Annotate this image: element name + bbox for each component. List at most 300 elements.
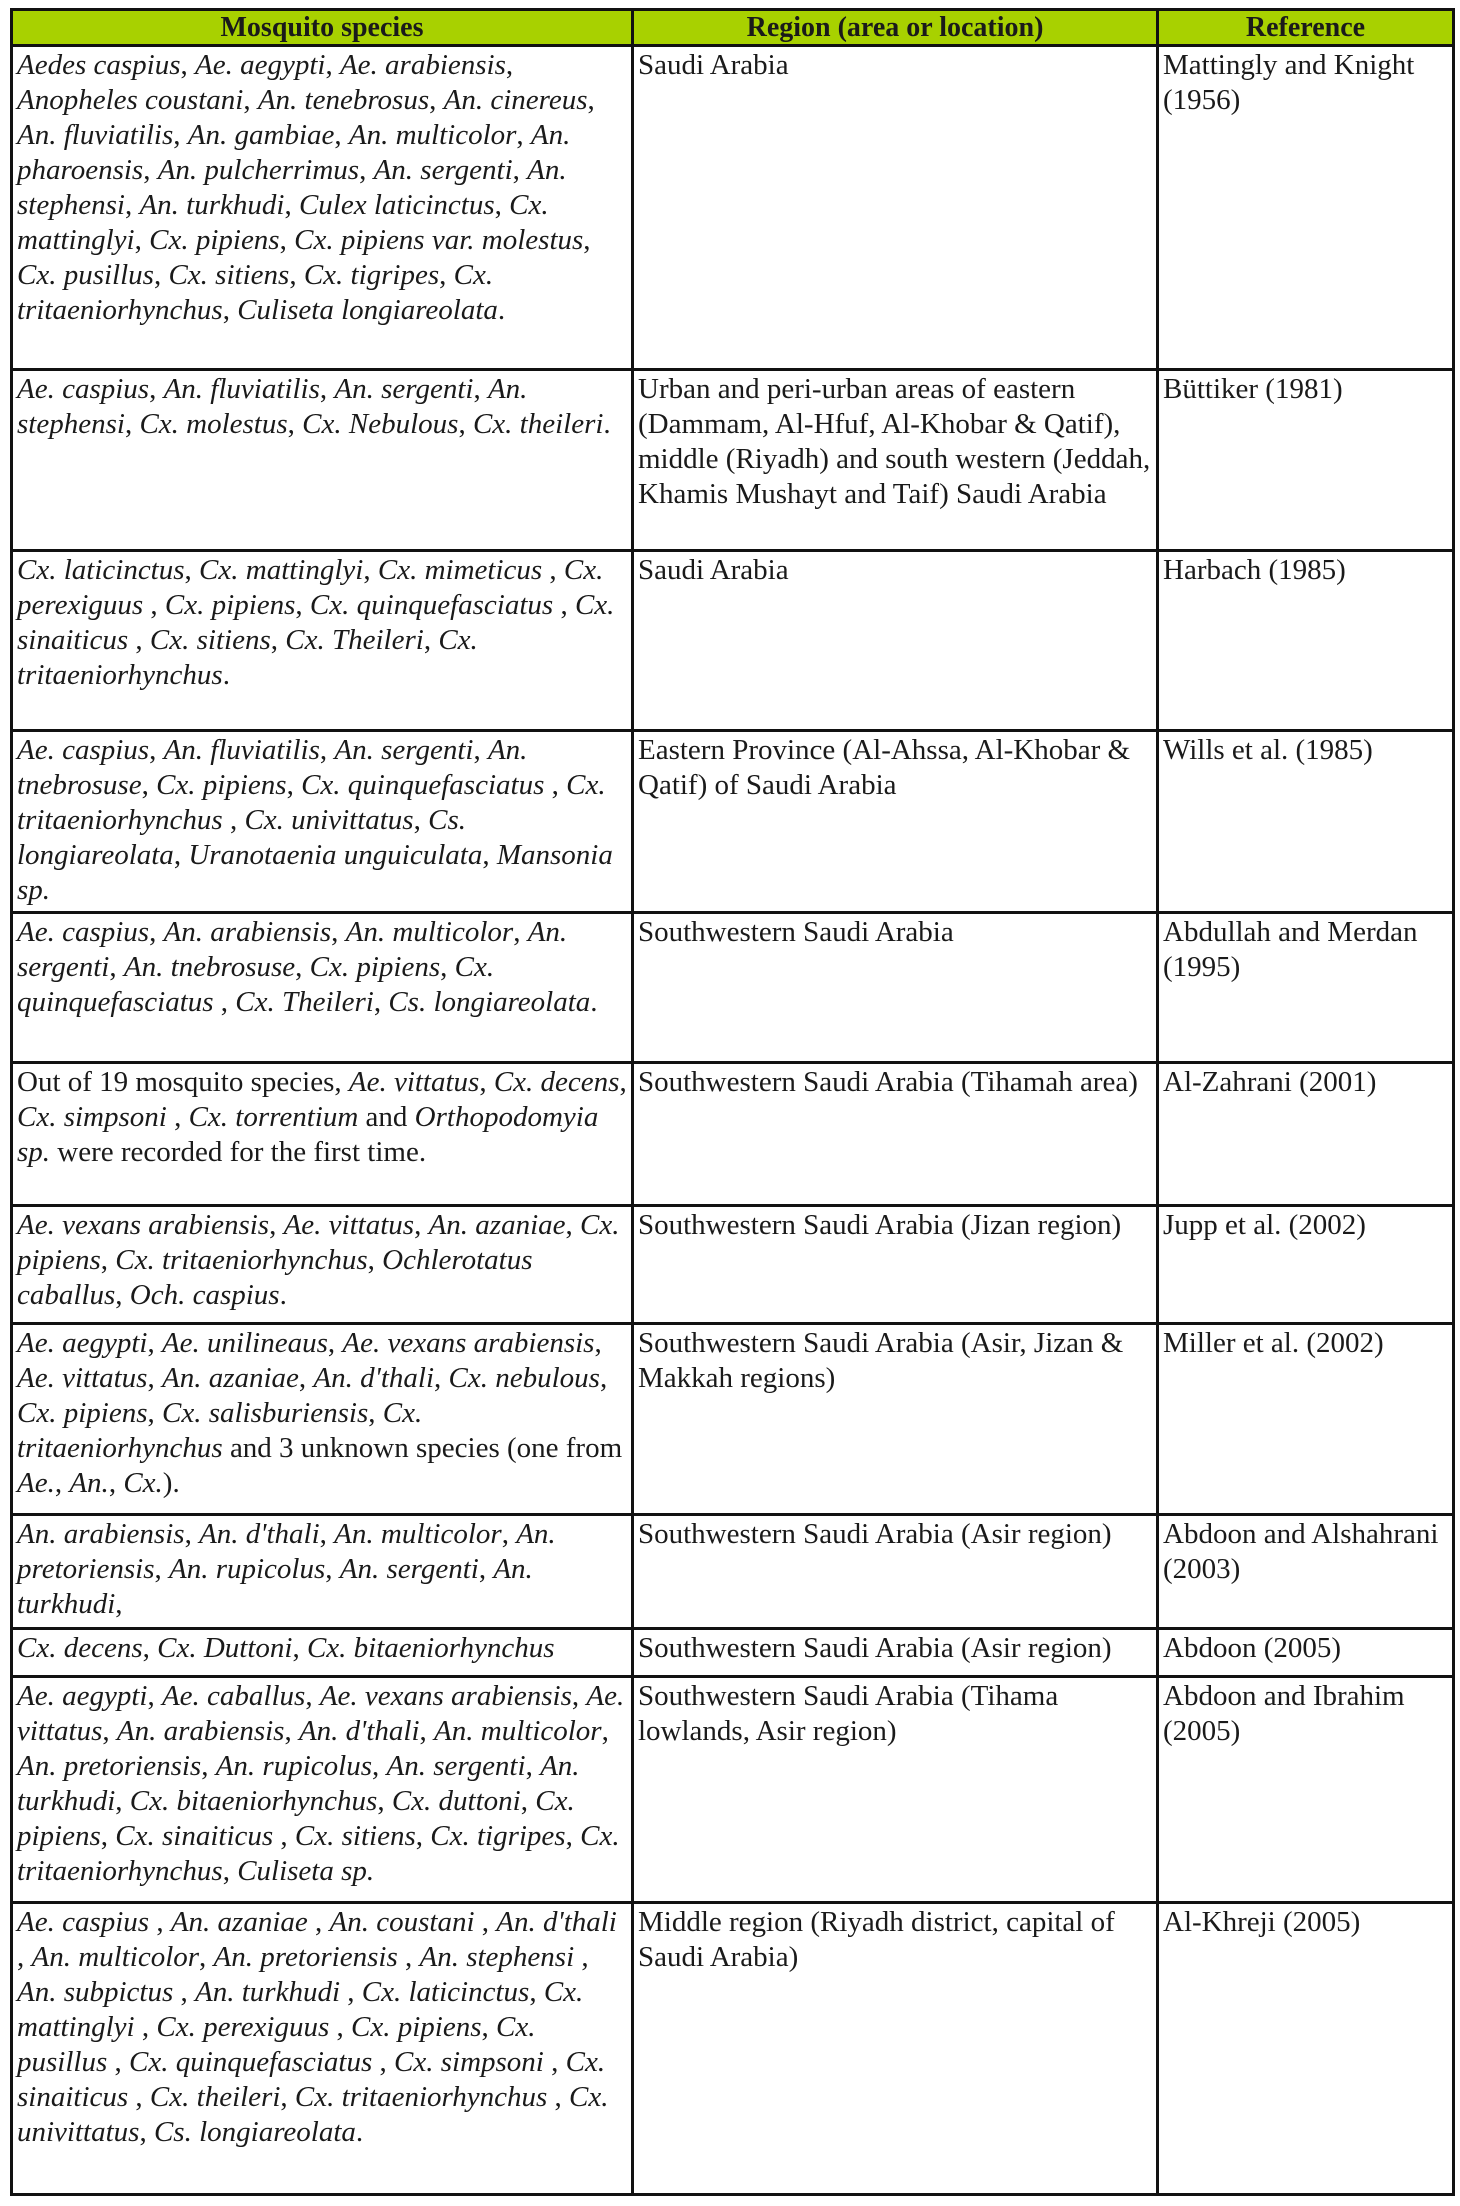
species-text: , xyxy=(413,804,429,837)
species-name: Orthopodomyia sp. xyxy=(17,1101,599,1169)
species-text: , xyxy=(100,1243,116,1276)
species-text: , xyxy=(201,1749,216,1782)
species-text: , xyxy=(17,1941,32,1974)
species-name: Ochlerotatus caballus xyxy=(17,1243,533,1311)
species-text: . xyxy=(279,1278,287,1311)
species-text: were recorded for the first time. xyxy=(50,1136,427,1169)
species-text: , xyxy=(594,1326,602,1359)
species-cell xyxy=(12,731,633,913)
species-name: Ae. xyxy=(17,1466,55,1499)
species-name: Cx. duttoni xyxy=(391,1784,521,1817)
species-text: , xyxy=(243,84,258,116)
species-text: , xyxy=(543,2046,566,2079)
table-row xyxy=(12,1063,1454,1206)
species-text: , xyxy=(149,734,164,767)
species-name: Cx. theileri xyxy=(149,2081,281,2114)
species-text: , xyxy=(307,1906,330,1939)
species-name: An. d'thali xyxy=(313,1361,435,1394)
species-text: , xyxy=(284,189,299,221)
table-header xyxy=(12,10,1454,46)
species-name: Cx. perexiguus xyxy=(17,554,604,622)
species-name: Cx. pipiens xyxy=(164,589,296,622)
species-name: Cx. quinquefasciatus xyxy=(17,951,495,1019)
species-name: Cx. xyxy=(123,1466,163,1499)
region-cell: Southwestern Saudi Arabia (Asir region) xyxy=(633,1514,1158,1628)
reference-cell: Al-Zahrani (2001) xyxy=(1158,1063,1454,1206)
species-text: , xyxy=(478,1552,494,1585)
species-name: An. multicolor xyxy=(345,916,514,949)
species-name: Cx. sinaiticus xyxy=(115,1819,274,1852)
species-text: , xyxy=(173,839,189,872)
species-text: , xyxy=(599,1361,608,1394)
species-text: , xyxy=(415,1819,431,1852)
species-text: , xyxy=(295,951,310,984)
species-name: An. pharoensis xyxy=(17,119,571,186)
reference-cell: Büttiker (1981) xyxy=(1158,369,1454,550)
region-cell: Saudi Arabia xyxy=(633,46,1158,370)
species-name: An. stephensi xyxy=(17,372,528,440)
region-cell: Southwestern Saudi Arabia (Tihama lowlands, Asir region) xyxy=(633,1676,1158,1902)
species-name: An. d'thali xyxy=(298,1714,420,1747)
species-name: Cx. pipiens xyxy=(309,951,441,984)
species-text: , xyxy=(149,916,164,949)
species-text: , xyxy=(481,2011,496,2044)
species-text: , xyxy=(516,119,531,151)
table-row xyxy=(12,1676,1454,1902)
species-name: An. pretoriensis xyxy=(213,1941,398,1974)
reference-cell: Abdullah and Merdan (1995) xyxy=(1158,913,1454,1063)
species-text: , xyxy=(501,1517,517,1550)
species-name: Mansonia sp. xyxy=(17,839,613,907)
species-text: , xyxy=(377,1784,392,1817)
reference-cell: Abdoon and Ibrahim (2005) xyxy=(1158,1676,1454,1902)
species-name: Cx. decens xyxy=(17,1631,143,1664)
region-cell: Southwestern Saudi Arabia (Asir region) xyxy=(633,1628,1158,1676)
species-text: , xyxy=(574,1941,589,1974)
species-name: Cx. tritaeniorhynchus xyxy=(17,624,478,692)
species-cell xyxy=(12,369,633,550)
species-name: Ae. arabiensis xyxy=(339,49,506,81)
species-name: An. arabiensis xyxy=(116,1714,285,1747)
species-name: Culiseta sp. xyxy=(237,1854,375,1887)
species-name: Ae. vittatus xyxy=(348,1066,480,1099)
species-name: Ae. vittatus xyxy=(17,1361,148,1394)
species-text: , xyxy=(423,624,439,657)
species-name: An. pretoriensis xyxy=(17,1517,556,1585)
species-name: Culiseta longiareolata xyxy=(237,294,498,326)
species-name: An. tnebrosuse xyxy=(123,951,296,984)
species-name: An. multicolor xyxy=(31,1941,200,1974)
species-text: , xyxy=(134,224,150,256)
species-name: Ae. aegypti xyxy=(17,1326,148,1359)
reference-cell: Abdoon (2005) xyxy=(1158,1628,1454,1676)
species-name: Cx. quinquefasciatus xyxy=(301,769,545,802)
species-name: Cx. univittatus xyxy=(244,804,414,837)
species-name: Cx. molestus xyxy=(139,407,288,440)
species-name: An. sergenti xyxy=(334,734,474,767)
species-text: , xyxy=(319,372,335,405)
species-name: An. d'thali xyxy=(199,1517,320,1550)
species-name: An. sergenti xyxy=(373,154,513,186)
species-name: An. stephensi xyxy=(17,154,567,221)
species-name: Cx. tritaeniorhynchus xyxy=(17,1396,423,1464)
species-table xyxy=(10,8,1455,2196)
species-name: Ae. caspius xyxy=(17,916,150,949)
species-text: , xyxy=(184,1517,200,1550)
species-name: Cx. sitiens xyxy=(149,624,271,657)
species-name: Cx. perexiguus xyxy=(156,2011,330,2044)
species-text: , xyxy=(367,1243,383,1276)
species-text: , xyxy=(619,1066,627,1099)
species-text: , xyxy=(124,407,140,440)
species-name: Cs. longiareolata xyxy=(17,804,466,872)
species-cell xyxy=(12,1903,633,2195)
table-body xyxy=(12,46,1454,2195)
species-text: , xyxy=(222,804,245,837)
species-name: Cx. pusillus xyxy=(17,2011,536,2079)
species-text: , xyxy=(149,1906,171,1939)
species-text: , xyxy=(473,734,488,767)
species-name: An. multicolor xyxy=(434,1714,602,1747)
species-name: Cx. pipiens xyxy=(351,2011,482,2044)
species-name: Cx. mattinglyi xyxy=(199,554,364,587)
species-cell xyxy=(12,1323,633,1514)
species-name: Cx. sinaiticus xyxy=(17,589,615,657)
reference-cell: Miller et al. (2002) xyxy=(1158,1323,1454,1514)
species-text: . xyxy=(497,294,506,326)
species-name: An. azaniae xyxy=(161,1361,299,1394)
species-name: An. arabiensis xyxy=(17,1517,185,1550)
species-cell xyxy=(12,1063,633,1206)
species-name: Culex laticinctus xyxy=(298,189,495,221)
species-name: Cx. laticinctus xyxy=(361,1976,530,2009)
species-text: , xyxy=(414,1208,429,1241)
species-name: Cs. longiareolata xyxy=(153,2116,356,2149)
species-name: Cx. pipiens xyxy=(17,1784,575,1852)
species-name: Cx. sinaiticus xyxy=(17,2046,606,2114)
species-text: , xyxy=(128,624,150,657)
table-row xyxy=(12,1323,1454,1514)
species-name: Ae. aegypti xyxy=(195,49,326,81)
species-name: An. stephensi xyxy=(419,1941,575,1974)
species-text: , xyxy=(289,259,304,291)
species-text: , xyxy=(397,1941,420,1974)
species-name: An. cinereus xyxy=(443,84,588,116)
species-text: , xyxy=(368,1396,383,1429)
species-text: , xyxy=(331,916,346,949)
species-name: An. coustani xyxy=(329,1906,475,1939)
species-name: Cx. Duttoni xyxy=(157,1631,293,1664)
species-name: An. d'thali xyxy=(496,1906,617,1939)
species-name: An. turkhudi xyxy=(17,1749,580,1817)
species-text: , xyxy=(325,49,340,81)
species-name: An. pretoriensis xyxy=(17,1749,202,1782)
table-row xyxy=(12,1205,1454,1323)
species-text: , xyxy=(180,49,195,81)
species-name: Cx. pipiens xyxy=(17,1396,148,1429)
species-text: , xyxy=(525,1749,541,1782)
species-text: , xyxy=(286,769,302,802)
species-text: , xyxy=(429,84,444,116)
species-text: . xyxy=(355,2116,364,2149)
table-row xyxy=(12,1903,1454,2195)
species-text: , xyxy=(319,734,335,767)
species-text: , xyxy=(287,407,303,440)
species-name: An. azaniae xyxy=(170,1906,308,1939)
species-cell xyxy=(12,1628,633,1676)
reference-cell: Abdoon and Alshahrani (2003) xyxy=(1158,1514,1454,1628)
species-name: Ae. caspius xyxy=(17,734,150,767)
species-name: Cx. tigripes xyxy=(303,259,440,291)
species-text: , xyxy=(149,372,164,405)
species-name: Cx. simpsoni xyxy=(17,1101,167,1134)
species-name: An. rupicolus xyxy=(215,1749,372,1782)
species-text: , xyxy=(128,2081,150,2114)
species-name: Ae. aegypti xyxy=(17,1679,148,1712)
species-name: An. turkhudi xyxy=(139,189,285,221)
species-text: , xyxy=(325,1552,340,1585)
species-name: Ae. vexans arabiensis xyxy=(17,1208,270,1241)
species-name: An. tenebrosus xyxy=(257,84,430,116)
species-name: Cx. tritaeniorhynchus xyxy=(17,769,606,837)
species-name: An. multicolor xyxy=(334,1517,502,1550)
species-name: An. fluviatilis xyxy=(163,734,320,767)
species-name: Ae. vexans arabiensis xyxy=(342,1326,595,1359)
species-name: Cx. pipiens var. molestus xyxy=(294,224,584,256)
species-name: Cx. pipiens xyxy=(149,224,280,256)
species-name: Cs. longiareolata xyxy=(388,986,591,1019)
species-name: Ae. vittatus xyxy=(17,1679,625,1747)
species-text: and 3 unknown species (one from xyxy=(222,1431,623,1464)
species-text: , xyxy=(280,2081,295,2114)
species-text: , xyxy=(520,1784,536,1817)
species-name: An. sergenti xyxy=(334,372,474,405)
species-text: Out of 19 mosquito species, xyxy=(17,1066,349,1099)
species-text: , xyxy=(439,259,454,291)
species-text: , xyxy=(139,2116,154,2149)
species-text: , xyxy=(601,1714,609,1747)
reference-cell: Harbach (1985) xyxy=(1158,551,1454,731)
species-text: , xyxy=(173,119,188,151)
species-name: Ae. caspius xyxy=(17,1906,150,1939)
species-text: , xyxy=(147,1326,162,1359)
species-text: , xyxy=(143,154,158,186)
species-name: An. xyxy=(69,1466,109,1499)
species-text: , xyxy=(154,1552,169,1585)
species-name: An. sergenti xyxy=(386,1749,526,1782)
species-text: . xyxy=(603,407,611,440)
species-text: , xyxy=(298,1361,314,1394)
species-name: Ae. unilineaus xyxy=(161,1326,328,1359)
species-name: Cx. simpsoni xyxy=(394,2046,544,2079)
region-cell: Southwestern Saudi Arabia (Asir, Jizan & Makkah regions) xyxy=(633,1323,1158,1514)
species-text: . xyxy=(590,986,598,1019)
reference-cell: Mattingly and Knight (1956) xyxy=(1158,46,1454,370)
species-name: Cx. decens xyxy=(493,1066,620,1099)
species-text: , xyxy=(147,1679,162,1712)
reference-cell: Al-Khreji (2005) xyxy=(1158,1903,1454,2195)
species-name: An. azaniae xyxy=(428,1208,566,1241)
species-text: , xyxy=(565,1819,581,1852)
species-text: , xyxy=(419,1714,435,1747)
table-row xyxy=(12,913,1454,1063)
species-name: An. rupicolus xyxy=(168,1552,326,1585)
species-text: , xyxy=(329,2011,351,2044)
region-cell: Urban and peri-urban areas of eastern (Dammam, Al-Hfuf, Al-Khobar & Qatif), middle (Riyadh) and south western (Jeddah, Khamis Mushayt and Taif) Saudi Arabia xyxy=(633,369,1158,550)
species-text: , xyxy=(334,119,349,151)
species-text: , xyxy=(147,1361,162,1394)
species-text: , xyxy=(107,2046,129,2079)
species-text: , xyxy=(54,1466,70,1499)
species-text: , xyxy=(269,1208,284,1241)
species-text: , xyxy=(479,1066,494,1099)
species-text: , xyxy=(327,1326,343,1359)
species-text: , xyxy=(494,189,510,221)
species-name: Cx. pusillus xyxy=(17,259,154,291)
species-name: Uranotaenia unguiculata xyxy=(188,839,483,872)
species-text: , xyxy=(372,2046,395,2079)
species-text: , xyxy=(109,951,124,984)
species-text: , xyxy=(529,1976,544,2009)
species-text: , xyxy=(222,1854,238,1887)
table-row xyxy=(12,1514,1454,1628)
species-text: , xyxy=(134,2011,157,2044)
species-name: Cx. theileri xyxy=(472,407,604,440)
species-name: An. pulcherrimus xyxy=(157,154,360,186)
reference-cell: Wills et al. (1985) xyxy=(1158,731,1454,913)
species-cell xyxy=(12,551,633,731)
table-row xyxy=(12,731,1454,913)
species-name: Cx. Theileri xyxy=(235,986,374,1019)
species-text: , xyxy=(553,589,575,622)
species-text: , xyxy=(512,154,528,186)
region-cell: Southwestern Saudi Arabia xyxy=(633,913,1158,1063)
species-name: Cx. tritaeniorhynchus xyxy=(17,1819,620,1887)
species-text: , xyxy=(513,916,528,949)
species-text: , xyxy=(565,1208,581,1241)
species-name: Cx. tritaeniorhynchus xyxy=(115,1243,368,1276)
species-text: , xyxy=(141,769,157,802)
species-text: , xyxy=(147,1396,162,1429)
species-cell xyxy=(12,1205,633,1323)
table-row xyxy=(12,551,1454,731)
species-name: Ae. caspius xyxy=(17,372,150,405)
species-name: An. subpictus xyxy=(17,1976,174,2009)
species-name: An. tnebrosuse xyxy=(17,734,528,802)
species-name: An. fluviatilis xyxy=(163,372,320,405)
species-text: , xyxy=(222,294,238,326)
species-text: , xyxy=(270,624,286,657)
species-name: Cx. pipiens xyxy=(156,769,287,802)
species-text: , xyxy=(184,554,200,587)
species-text: , xyxy=(124,189,140,221)
species-name: An. sergenti xyxy=(339,1552,479,1585)
species-name: An. multicolor xyxy=(348,119,517,151)
region-cell: Southwestern Saudi Arabia (Tihamah area) xyxy=(633,1063,1158,1206)
species-name: Cx. mattinglyi xyxy=(17,1976,584,2044)
species-cell xyxy=(12,913,633,1063)
species-text: , xyxy=(544,769,567,802)
region-cell: Middle region (Riyadh district, capital of Saudi Arabia) xyxy=(633,1903,1158,2195)
species-name: Cx. mattinglyi xyxy=(17,189,549,256)
species-text: , xyxy=(587,84,595,116)
reference-cell: Jupp et al. (2002) xyxy=(1158,1205,1454,1323)
species-name: Cx. mimeticus xyxy=(377,554,543,587)
header-region: Region (area or location) xyxy=(633,10,1158,46)
species-name: Cx. tritaeniorhynchus xyxy=(294,2081,548,2114)
species-text: , xyxy=(292,1631,307,1664)
species-name: Cx. sitiens xyxy=(168,259,290,291)
species-name: Aedes caspius xyxy=(17,49,181,81)
species-text: , xyxy=(319,1517,335,1550)
species-name: Cx. laticinctus xyxy=(17,554,185,587)
species-name: Cx. salisburiensis xyxy=(162,1396,369,1429)
species-name: Cx. Theileri xyxy=(285,624,424,657)
header-mosquito-species: Mosquito species xyxy=(12,10,633,46)
species-name: Cx. sitiens xyxy=(294,1819,416,1852)
species-name: An. turkhudi xyxy=(17,1552,533,1620)
species-name: Cx. bitaeniorhynchus xyxy=(306,1631,555,1664)
species-text: , xyxy=(284,1714,299,1747)
table-row xyxy=(12,369,1454,550)
species-text: , xyxy=(295,589,310,622)
species-name: An. arabiensis xyxy=(163,916,332,949)
species-text: , xyxy=(547,2081,570,2114)
species-name: Cx. torrentium xyxy=(188,1101,359,1134)
species-text: , xyxy=(199,1941,214,1974)
species-cell xyxy=(12,46,633,370)
species-cell xyxy=(12,1676,633,1902)
species-text: , xyxy=(166,1101,189,1134)
species-name: Cx. quinquefasciatus xyxy=(129,2046,373,2079)
species-text: , xyxy=(363,554,378,587)
species-text: , xyxy=(340,1976,362,2009)
species-text: , xyxy=(100,1819,116,1852)
species-name: Och. caspius xyxy=(129,1278,280,1311)
header-reference: Reference xyxy=(1158,10,1454,46)
species-text: , xyxy=(213,986,236,1019)
species-name: Cx. pipiens xyxy=(17,1208,620,1276)
species-text: , xyxy=(143,589,165,622)
species-text: ). xyxy=(162,1466,180,1499)
species-text: , xyxy=(115,1587,123,1620)
species-name: Cx. Nebulous xyxy=(302,407,459,440)
table-row xyxy=(12,1628,1454,1676)
species-name: Anopheles coustani xyxy=(17,84,244,116)
species-name: An. fluviatilis xyxy=(17,119,174,151)
species-text: , xyxy=(108,1466,124,1499)
species-name: Ae. caballus xyxy=(161,1679,306,1712)
species-name: An. turkhudi xyxy=(195,1976,341,2009)
header-row xyxy=(12,10,1454,46)
species-text: . xyxy=(222,659,230,692)
species-text: , xyxy=(279,224,295,256)
species-text: and xyxy=(358,1101,415,1134)
species-text: , xyxy=(115,1784,130,1817)
species-text: , xyxy=(458,407,473,440)
region-cell: Saudi Arabia xyxy=(633,551,1158,731)
species-text: , xyxy=(102,1714,117,1747)
species-name: An. gambiae xyxy=(187,119,335,151)
species-text: , xyxy=(115,1278,130,1311)
species-text: , xyxy=(142,1631,158,1664)
table-row xyxy=(12,46,1454,370)
species-name: Ae. vexans arabiensis xyxy=(319,1679,572,1712)
species-text: , xyxy=(373,986,389,1019)
species-text: , xyxy=(473,372,488,405)
species-text: , xyxy=(173,1976,196,2009)
species-text: , xyxy=(434,1361,449,1394)
